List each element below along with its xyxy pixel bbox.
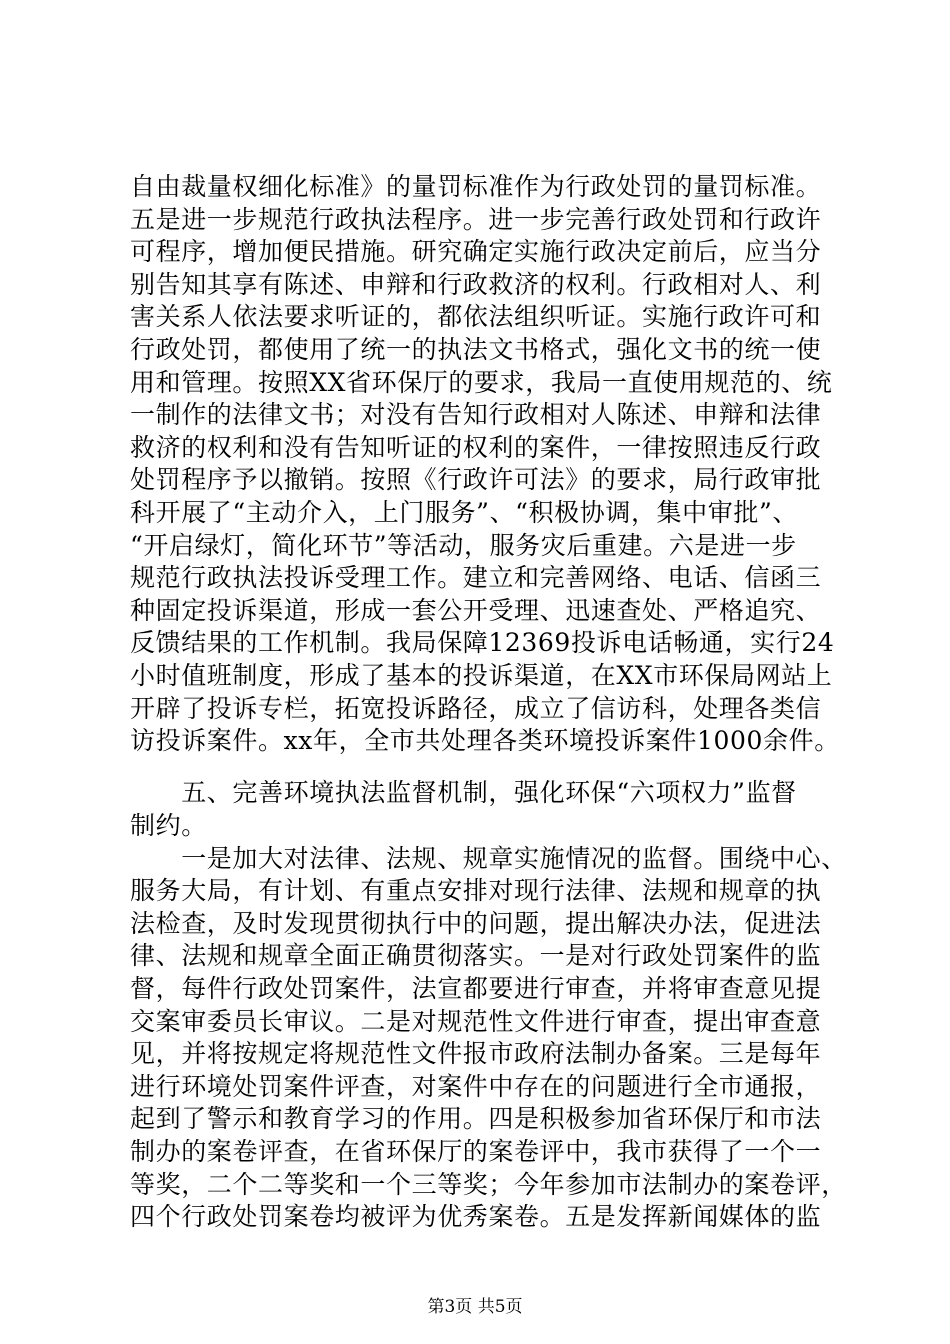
text-line: “开启绿灯，简化环节”等活动，服务灾后重建。六是进一步	[130, 530, 797, 560]
text-line: 小时值班制度，形成了基本的投诉渠道，在XX市环保局网站上	[130, 661, 833, 690]
text-line: 见，并将按规定将规范性文件报市政府法制办备案。三是每年	[130, 1039, 822, 1069]
text-line: 服务大局，有计划、有重点安排对现行法律、法规和规章的执	[130, 876, 822, 906]
text-line: 用和管理。按照XX省环保厅的要求，我局一直使用规范的、统	[130, 367, 833, 397]
text-line: 制约。	[130, 810, 207, 840]
text-line: 五是进一步规范行政执法程序。进一步完善行政处罚和行政许	[130, 204, 822, 234]
text-line: 等奖，二个二等奖和一个三等奖；今年参加市法制办的案卷评，	[130, 1169, 847, 1199]
text-line: 一是加大对法律、法规、规章实施情况的监督。围绕中心、	[130, 843, 847, 873]
text-line: 反馈结果的工作机制。我局保障12369投诉电话畅通，实行24	[130, 628, 835, 658]
text-line: 法检查，及时发现贯彻执行中的问题，提出解决办法，促进法	[130, 908, 822, 938]
text-line: 交案审委员长审议。二是对规范性文件进行审查，提出审查意	[130, 1006, 822, 1036]
text-line: 访投诉案件。xx年，全市共处理各类环境投诉案件1000余件。	[130, 726, 840, 756]
text-line: 种固定投诉渠道，形成一套公开受理、迅速查处、严格追究、	[130, 595, 822, 625]
text-line: 行政处罚，都使用了统一的执法文书格式，强化文书的统一使	[130, 335, 822, 364]
text-line: 一制作的法律文书；对没有告知行政相对人陈述、申辩和法律	[130, 400, 822, 430]
text-line: 起到了警示和教育学习的作用。四是积极参加省环保厅和市法	[130, 1104, 822, 1134]
text-line: 可程序，增加便民措施。研究确定实施行政决定前后，应当分	[130, 237, 822, 267]
text-line: 害关系人依法要求听证的，都依法组织听证。实施行政许可和	[130, 302, 822, 332]
text-line: 五、完善环境执法监督机制，强化环保“六项权力”监督	[130, 778, 797, 808]
text-line: 督，每件行政处罚案件，法宣都要进行审查，并将审查意见提	[130, 973, 822, 1003]
page-footer: 第3页 共5页	[427, 1297, 523, 1317]
text-line: 规范行政执法投诉受理工作。建立和完善网络、电话、信函三	[130, 563, 822, 593]
text-line: 开辟了投诉专栏，拓宽投诉路径，成立了信访科，处理各类信	[130, 693, 822, 723]
text-line: 救济的权利和没有告知听证的权利的案件，一律按照违反行政	[130, 432, 822, 462]
text-line: 进行环境处罚案件评查，对案件中存在的问题进行全市通报，	[130, 1071, 822, 1101]
text-line: 自由裁量权细化标准》的量罚标准作为行政处罚的量罚标准。	[130, 172, 822, 201]
text-line: 四个行政处罚案卷均被评为优秀案卷。五是发挥新闻媒体的监	[130, 1202, 822, 1232]
text-line: 制办的案卷评查，在省环保厅的案卷评中，我市获得了一个一	[130, 1136, 822, 1166]
text-line: 别告知其享有陈述、申辩和行政救济的权利。行政相对人、利	[130, 269, 822, 299]
text-line: 处罚程序予以撤销。按照《行政许可法》的要求，局行政审批	[130, 465, 822, 495]
text-line: 科开展了“主动介入，上门服务”、“积极协调，集中审批”、	[130, 498, 798, 527]
text-line: 律、法规和规章全面正确贯彻落实。一是对行政处罚案件的监	[130, 941, 822, 971]
